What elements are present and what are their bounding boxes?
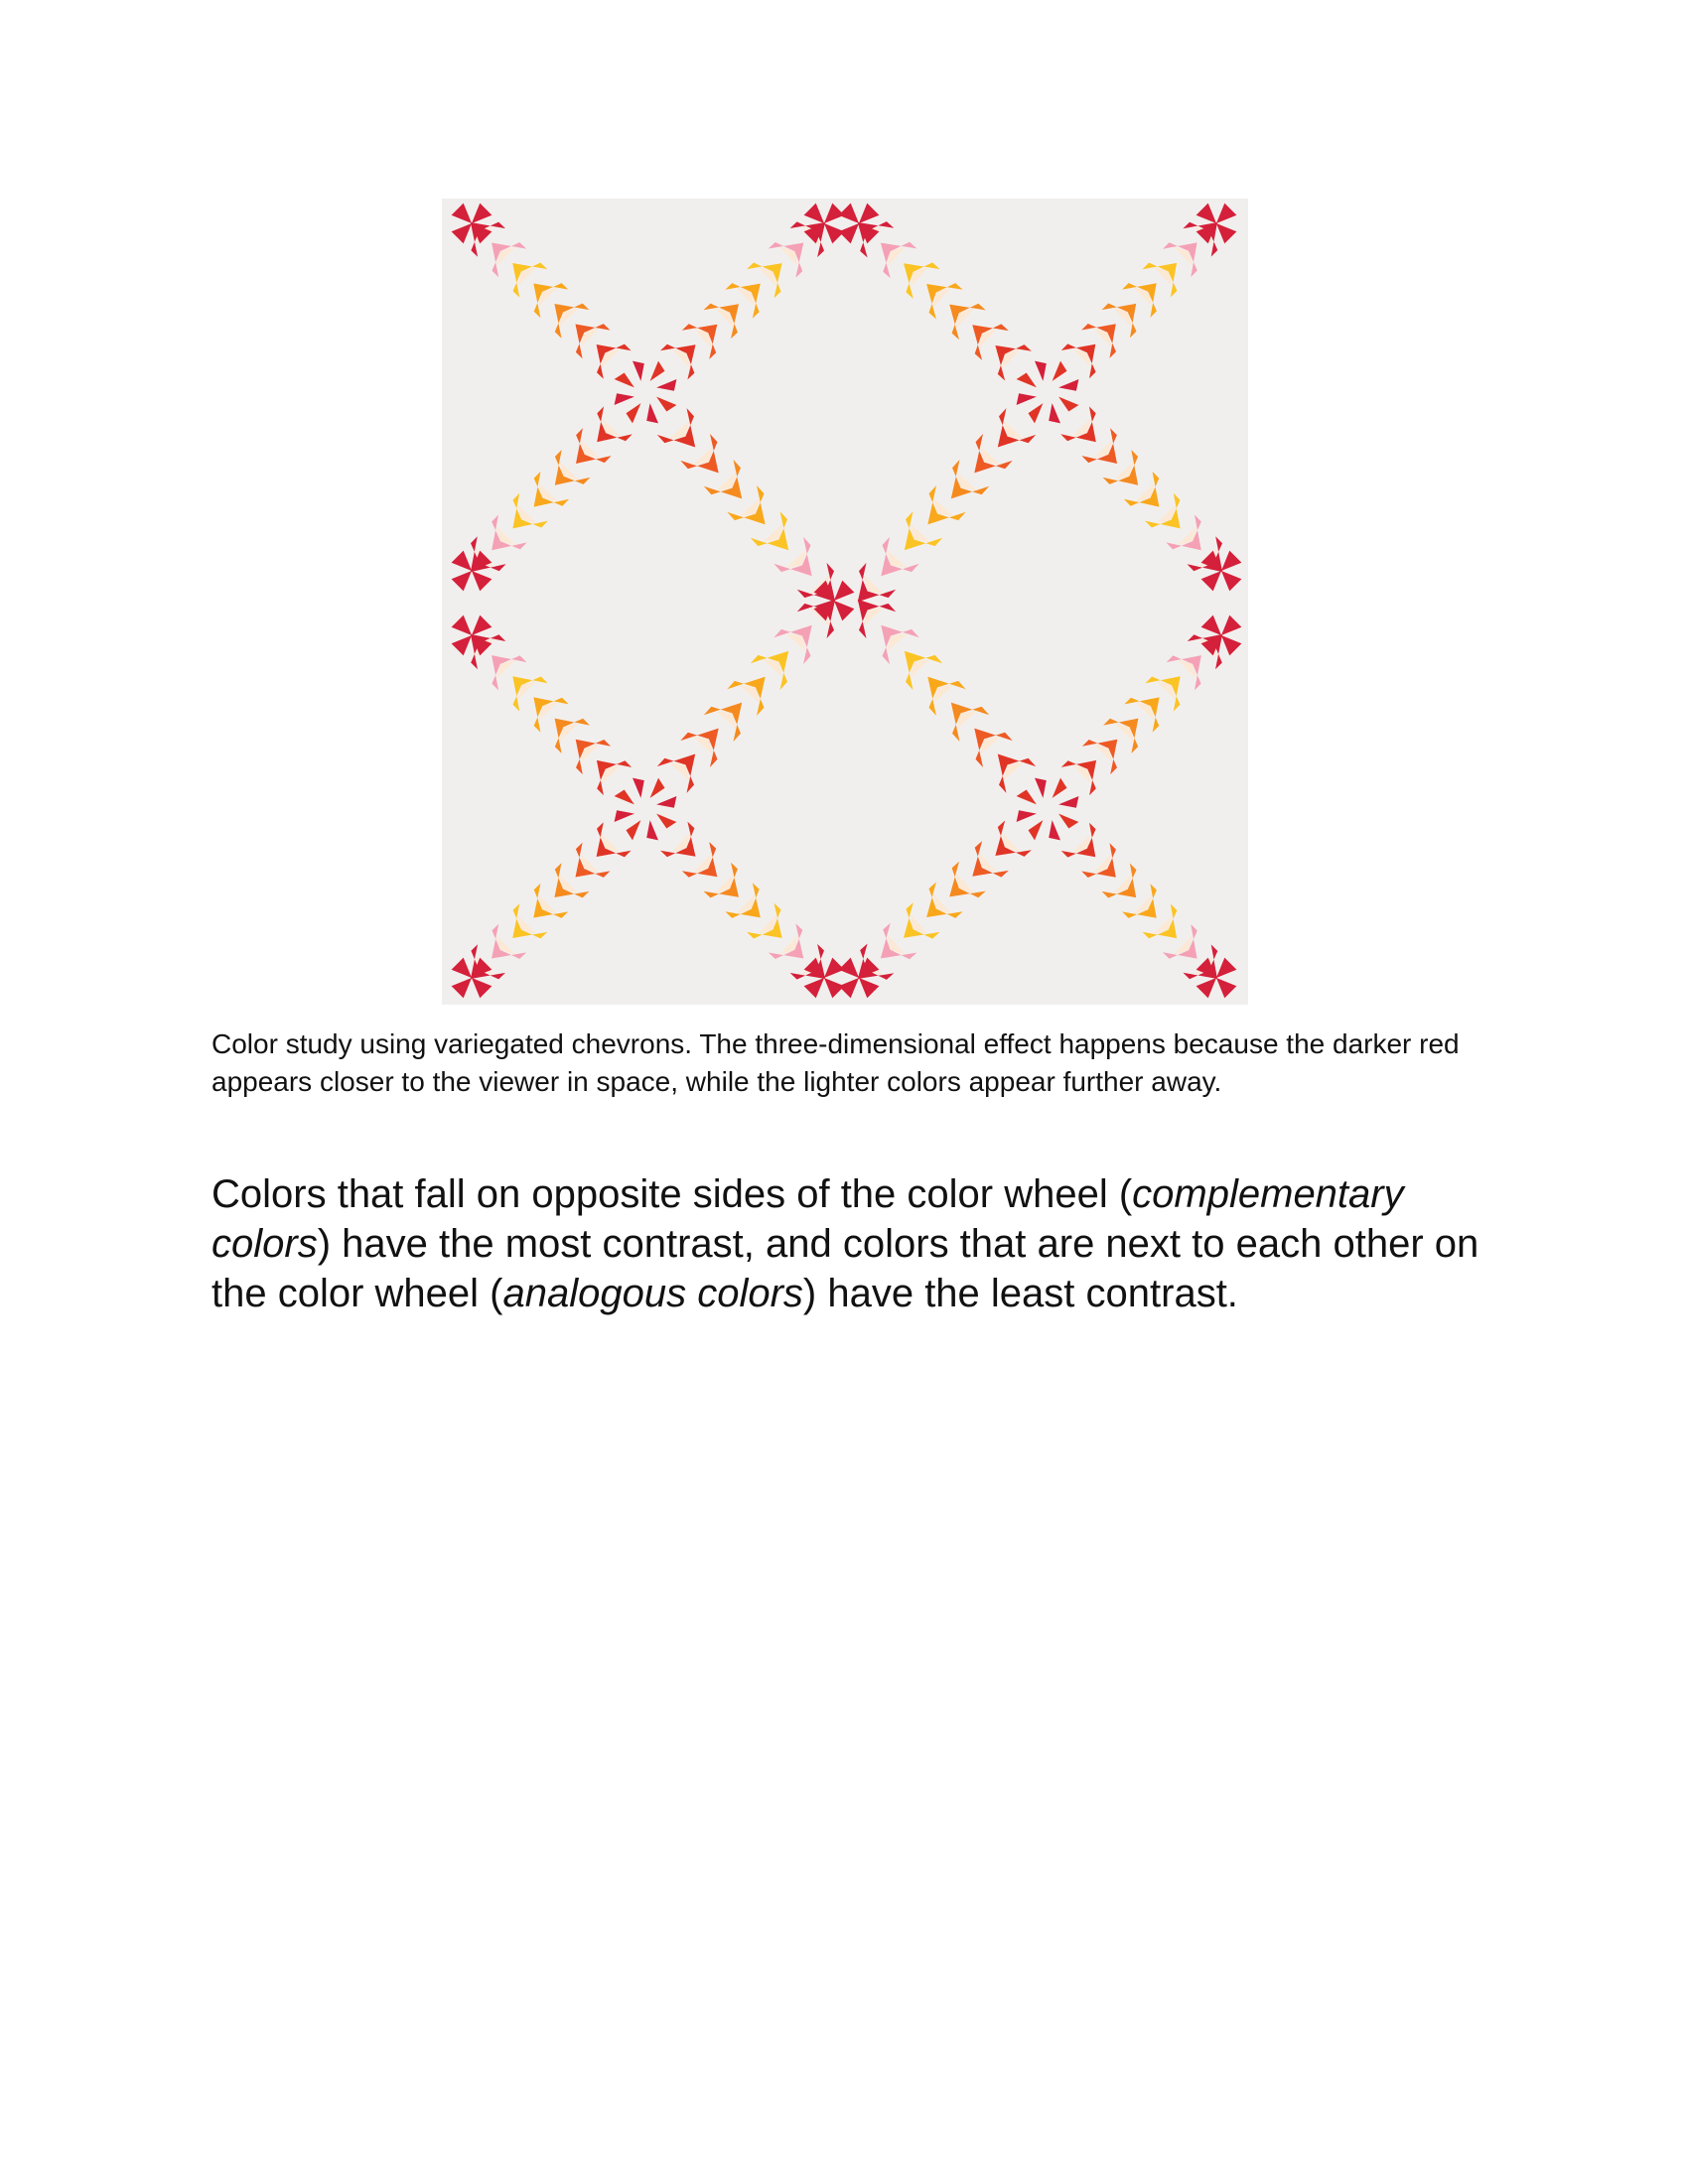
- body-paragraph: [211, 1169, 1502, 1318]
- chevron-quilt-image: [442, 199, 1248, 1005]
- term-complementary-colors: complementary colors: [211, 1172, 1404, 1266]
- figure-caption: Color study using variegated chevrons. The three-dimensional effect happens because the darker red appears closer to the viewer in space, while the lighter colors appear further away.: [211, 1028, 1460, 1097]
- paragraph-text-3: ) have the least contrast.: [802, 1272, 1238, 1315]
- quilt-figure: [442, 199, 1248, 1005]
- term-analogous-colors: analogous colors: [502, 1272, 803, 1315]
- paragraph-text-2: ) have the most contrast, and colors that are next to each other on the color wheel (: [211, 1222, 1479, 1315]
- paragraph-text-1: Colors that fall on opposite sides of the color wheel (: [211, 1172, 1133, 1216]
